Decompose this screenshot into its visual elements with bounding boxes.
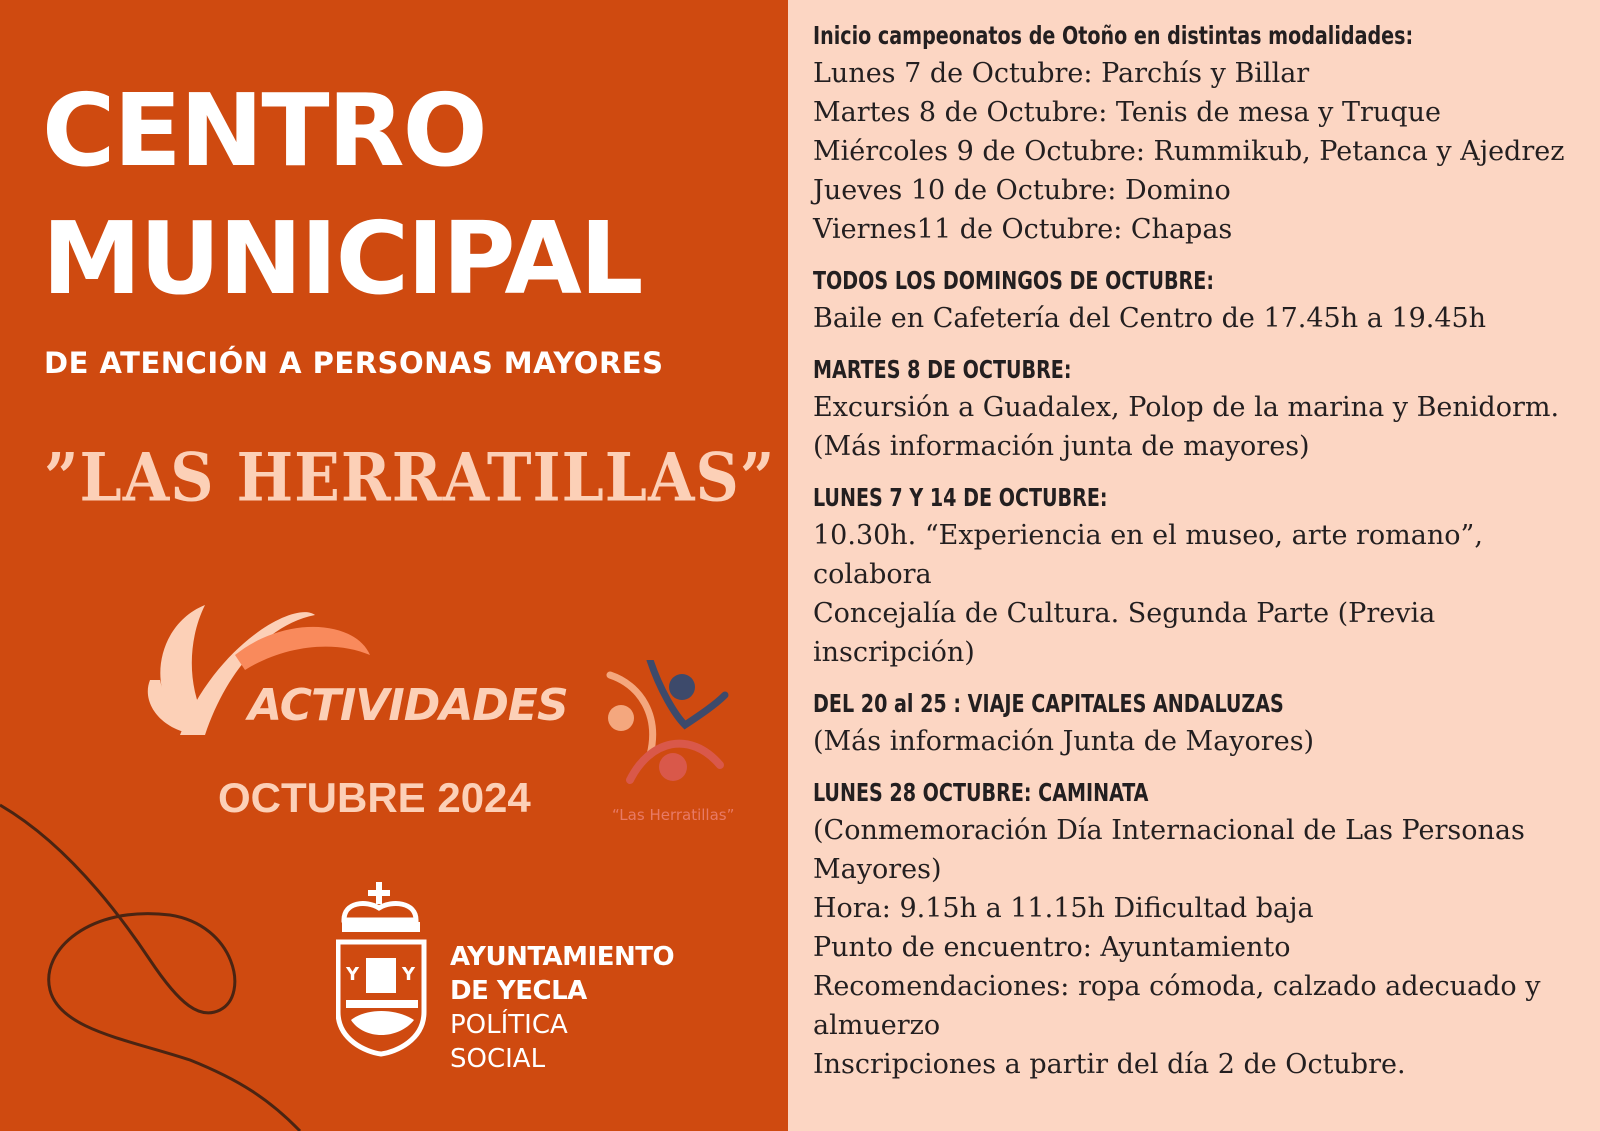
schedule-line: Excursión a Guadalex, Polop de la marina y Benidorm.	[813, 392, 1560, 423]
title-centro: CENTRO	[42, 72, 486, 189]
section-heading: Inicio campeonatos de Otoño en distintas modalidades:	[813, 21, 1414, 50]
schedule-line: Inscripciones a partir del día 2 de Octubre.	[813, 1049, 1406, 1080]
schedule-line: Punto de encuentro: Ayuntamiento	[813, 932, 1291, 963]
schedule-line: Concejalía de Cultura. Segunda Parte (Previa	[813, 598, 1436, 629]
council-line4: SOCIAL	[450, 1044, 546, 1074]
schedule-line: almuerzo	[813, 1010, 941, 1041]
section-heading: LUNES 28 OCTUBRE: CAMINATA	[813, 778, 1149, 807]
subtitle: DE ATENCIÓN A PERSONAS MAYORES	[44, 346, 664, 380]
council-line3: POLÍTICA	[450, 1010, 568, 1040]
schedule-line: Miércoles 9 de Octubre: Rummikub, Petanca y Ajedrez	[813, 136, 1565, 167]
section-heading: LUNES 7 Y 14 DE OCTUBRE:	[813, 483, 1108, 512]
title-municipal: MUNICIPAL	[42, 200, 642, 317]
schedule	[813, 18, 1593, 1084]
schedule-line: inscripción)	[813, 637, 975, 668]
svg-text:Y: Y	[346, 964, 360, 985]
schedule-line: Hora: 9.15h a 11.15h Dificultad baja	[813, 893, 1314, 924]
council-shield-icon	[336, 880, 436, 1060]
schedule-line: Jueves 10 de Octubre: Domino	[813, 175, 1231, 206]
council-line2: DE YECLA	[450, 976, 587, 1006]
schedule-line: Lunes 7 de Octubre: Parchís y Billar	[813, 58, 1310, 89]
activities-label: ACTIVIDADES	[248, 680, 568, 731]
schedule-line: Recomendaciones: ropa cómoda, calzado adecuado y	[813, 971, 1541, 1002]
svg-text:Y: Y	[402, 964, 416, 985]
schedule-line: Martes 8 de Octubre: Tenis de mesa y Truque	[813, 97, 1441, 128]
center-logo-text: “Las Herratillas”	[612, 806, 735, 824]
schedule-line: Mayores)	[813, 854, 942, 885]
schedule-line: Baile en Cafetería del Centro de 17.45h a 19.45h	[813, 303, 1487, 334]
schedule-line: (Más información Junta de Mayores)	[813, 726, 1315, 757]
section-heading: DEL 20 al 25 : VIAJE CAPITALES ANDALUZAS	[813, 689, 1284, 718]
center-logo-icon	[605, 660, 745, 810]
left-panel	[0, 0, 788, 1131]
schedule-line: 10.30h. “Experiencia en el museo, arte romano”,	[813, 520, 1483, 551]
section-heading: TODOS LOS DOMINGOS DE OCTUBRE:	[813, 266, 1214, 295]
schedule-line: (Más información junta de mayores)	[813, 431, 1310, 462]
schedule-line: (Conmemoración Día Internacional de Las Personas	[813, 815, 1525, 846]
council-name	[450, 940, 674, 1076]
section-heading: MARTES 8 DE OCTUBRE:	[813, 355, 1072, 384]
month-label: OCTUBRE 2024	[218, 774, 531, 821]
council-line1: AYUNTAMIENTO	[450, 942, 675, 972]
schedule-line: colabora	[813, 559, 932, 590]
schedule-line: Viernes11 de Octubre: Chapas	[813, 214, 1233, 245]
center-name: ”LAS HERRATILLAS”	[44, 440, 776, 517]
